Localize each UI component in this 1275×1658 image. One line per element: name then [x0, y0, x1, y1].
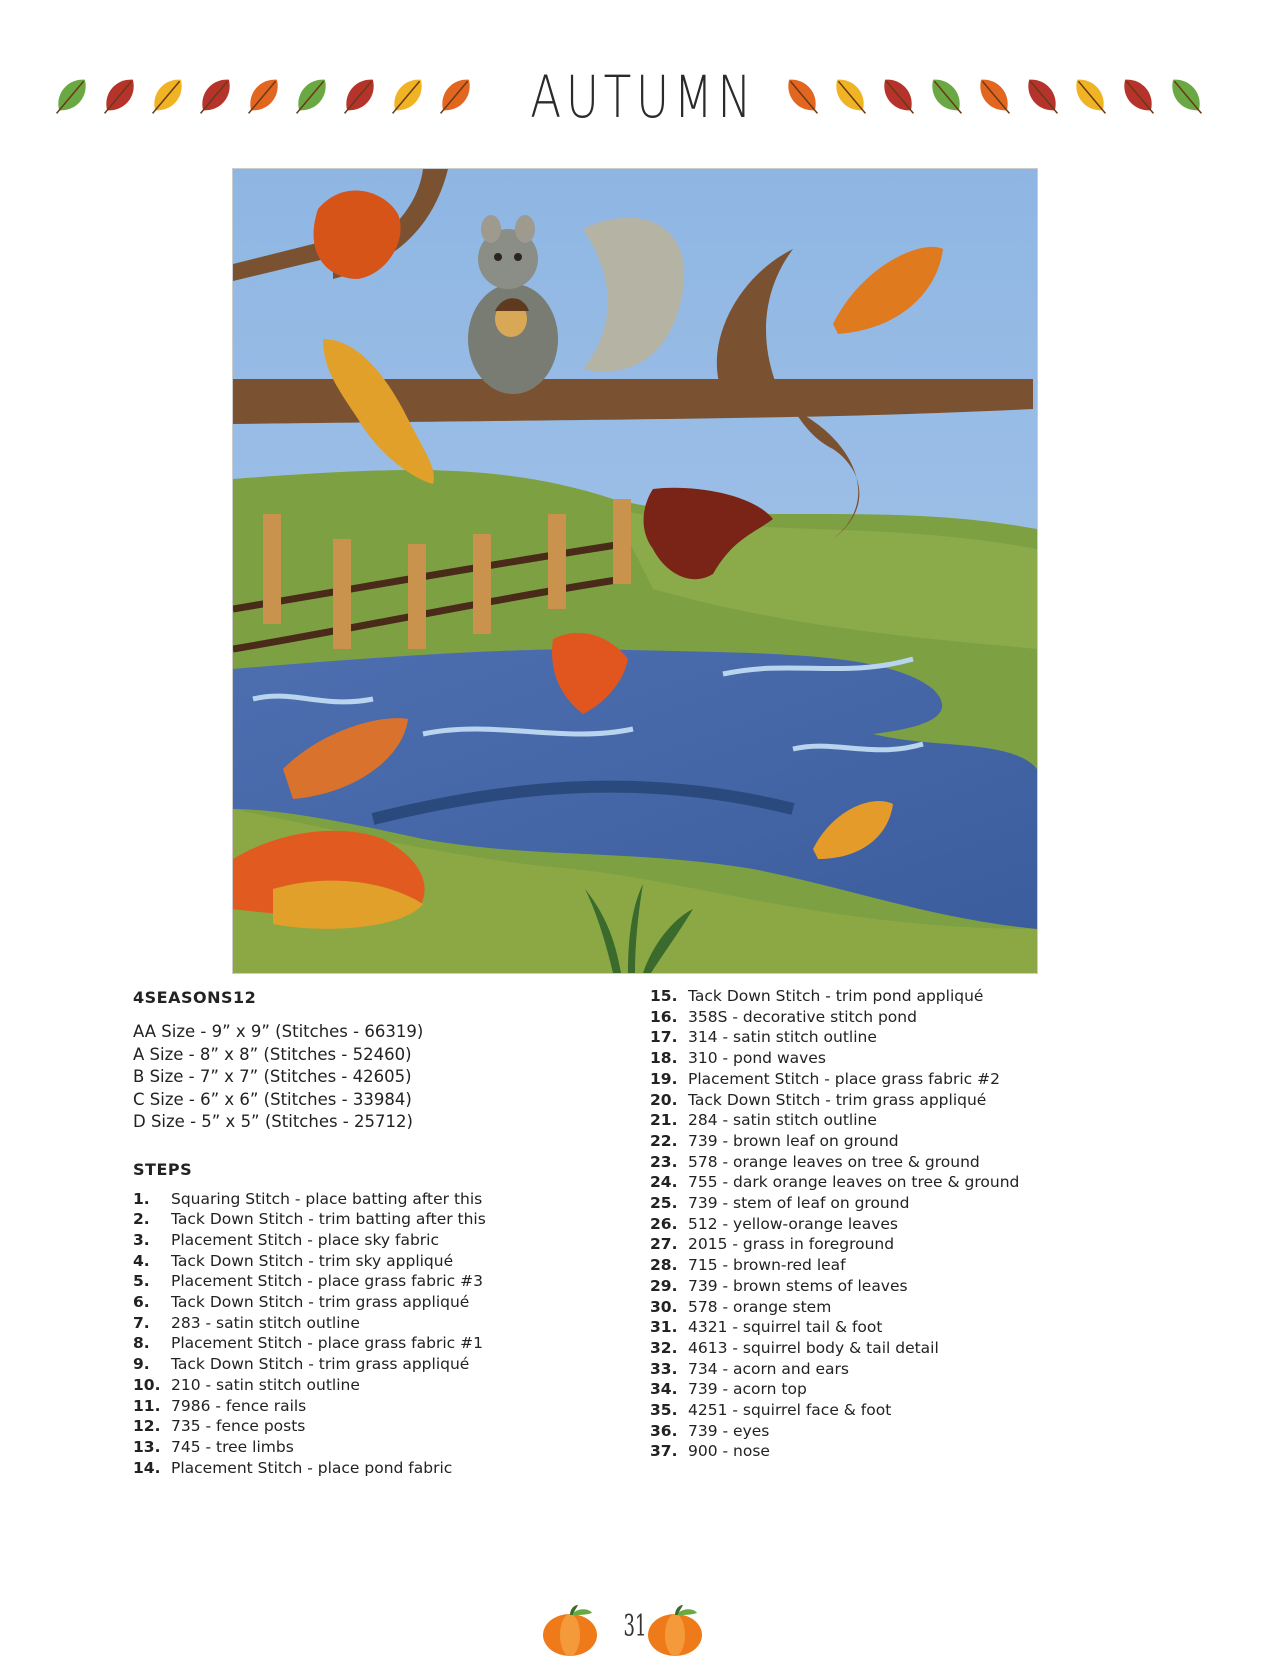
pumpkin-icon: [540, 1603, 600, 1658]
steps-heading: STEPS: [133, 1159, 193, 1179]
step-text: 310 - pond waves: [688, 1049, 826, 1068]
page-title: AUTUMN: [530, 63, 757, 131]
step-item: [133, 1292, 613, 1313]
step-item: [650, 1234, 1150, 1255]
step-text: 734 - acorn and ears: [688, 1359, 849, 1378]
pumpkin-icon: [645, 1603, 705, 1658]
step-item: [133, 1313, 613, 1334]
step-item: [650, 1152, 1150, 1173]
step-item: [650, 1027, 1150, 1048]
leaf-icon: [877, 73, 921, 120]
leaf-icon: [1021, 73, 1065, 120]
step-text: 739 - brown stems of leaves: [688, 1276, 908, 1295]
step-item: [133, 1333, 613, 1354]
step-text: 900 - nose: [688, 1442, 770, 1461]
leaf-icon: [50, 73, 93, 120]
step-text: Tack Down Stitch - trim pond appliqué: [688, 987, 984, 1005]
leaf-icon: [289, 73, 333, 120]
step-text: 739 - stem of leaf on ground: [688, 1194, 910, 1213]
step-number: 37.: [650, 1442, 678, 1461]
step-number: 19.: [650, 1069, 678, 1088]
step-text: 512 - yellow-orange leaves: [688, 1214, 898, 1233]
size-line: AA Size - 9” x 9” (Stitches - 66319): [133, 1022, 424, 1041]
step-text: Placement Stitch - place sky fabric: [171, 1230, 439, 1249]
step-item: [650, 1048, 1150, 1069]
step-text: 4251 - squirrel face & foot: [688, 1401, 892, 1420]
leaf-icon: [433, 73, 477, 120]
step-text: Placement Stitch - place grass fabric #1: [171, 1334, 483, 1353]
leaf-icon: [829, 73, 873, 120]
step-number: 18.: [650, 1049, 678, 1068]
step-number: 33.: [650, 1359, 678, 1378]
step-text: Tack Down Stitch - trim sky appliqué: [171, 1251, 454, 1270]
step-item: [650, 1193, 1150, 1214]
step-text: 4613 - squirrel body & tail detail: [688, 1338, 939, 1357]
steps-column-right: [650, 986, 1150, 1462]
steps-list-left: [133, 1189, 613, 1479]
step-number: 24.: [650, 1173, 678, 1192]
step-text: 739 - acorn top: [688, 1380, 807, 1399]
step-item: [650, 1276, 1150, 1297]
step-item: [650, 1007, 1150, 1028]
step-item: [133, 1437, 613, 1458]
step-number: 25.: [650, 1194, 678, 1213]
step-item: [650, 1090, 1150, 1111]
step-number: 10.: [133, 1375, 161, 1394]
step-text: Tack Down Stitch - trim batting after this: [171, 1210, 486, 1229]
step-number: 9.: [133, 1355, 150, 1374]
design-code: 4SEASONS12: [133, 988, 257, 1007]
page-footer: [0, 1595, 1275, 1655]
step-text: 745 - tree limbs: [171, 1437, 294, 1456]
step-item: [133, 1271, 613, 1292]
step-number: 34.: [650, 1380, 678, 1399]
step-number: 14.: [133, 1458, 161, 1477]
step-text: Placement Stitch - place grass fabric #2: [688, 1069, 1000, 1088]
step-text: 715 - brown-red leaf: [688, 1256, 846, 1275]
step-number: 22.: [650, 1131, 678, 1150]
leaf-icon: [925, 73, 969, 120]
step-text: 755 - dark orange leaves on tree & ground: [688, 1173, 1020, 1192]
page-number: 31: [623, 1609, 647, 1644]
step-text: Placement Stitch - place pond fabric: [171, 1458, 453, 1477]
leaf-icon: [1117, 73, 1161, 120]
size-line: B Size - 7” x 7” (Stitches - 42605): [133, 1067, 412, 1086]
step-text: 4321 - squirrel tail & foot: [688, 1318, 883, 1337]
step-number: 23.: [650, 1152, 678, 1171]
step-number: 30.: [650, 1297, 678, 1316]
step-number: 28.: [650, 1256, 678, 1275]
leaf-icon: [1165, 73, 1209, 120]
autumn-leaves-left-icon: [50, 55, 480, 135]
step-number: 13.: [133, 1437, 161, 1456]
step-number: 17.: [650, 1028, 678, 1047]
step-item: [650, 1317, 1150, 1338]
embroidered-autumn-scene-image: [232, 168, 1038, 974]
step-number: 15.: [650, 987, 678, 1005]
autumn-leaves-right-icon: [780, 55, 1210, 135]
leaf-icon: [1069, 73, 1113, 120]
step-item: [650, 1110, 1150, 1131]
step-text: Placement Stitch - place grass fabric #3: [171, 1272, 483, 1291]
step-text: 283 - satin stitch outline: [171, 1313, 360, 1332]
step-item: [650, 1172, 1150, 1193]
step-number: 3.: [133, 1230, 150, 1249]
step-item: [133, 1458, 613, 1479]
step-text: 7986 - fence rails: [171, 1396, 307, 1415]
leaf-icon: [193, 73, 237, 120]
step-item: [133, 1230, 613, 1251]
step-number: 26.: [650, 1214, 678, 1233]
design-info-column: [133, 988, 613, 1478]
step-number: 1.: [133, 1189, 150, 1208]
step-number: 32.: [650, 1338, 678, 1357]
step-number: 7.: [133, 1313, 150, 1332]
steps-list-right: [650, 986, 1150, 1462]
step-item: [650, 1338, 1150, 1359]
step-number: 16.: [650, 1007, 678, 1026]
step-item: [133, 1251, 613, 1272]
step-text: Tack Down Stitch - trim grass appliqué: [171, 1355, 470, 1374]
step-item: [650, 1069, 1150, 1090]
step-item: [650, 1131, 1150, 1152]
step-text: 2015 - grass in foreground: [688, 1235, 895, 1254]
step-item: [133, 1189, 613, 1210]
step-number: 6.: [133, 1293, 150, 1312]
step-item: [133, 1209, 613, 1230]
step-text: 284 - satin stitch outline: [688, 1111, 877, 1130]
step-text: Tack Down Stitch - trim grass appliqué: [688, 1090, 987, 1109]
step-text: 739 - eyes: [688, 1421, 770, 1440]
step-item: [650, 1297, 1150, 1318]
step-text: 739 - brown leaf on ground: [688, 1131, 899, 1150]
step-text: Tack Down Stitch - trim grass appliqué: [171, 1293, 470, 1312]
leaf-icon: [973, 73, 1017, 120]
step-number: 21.: [650, 1111, 678, 1130]
step-text: Squaring Stitch - place batting after this: [171, 1189, 483, 1208]
step-item: [650, 1359, 1150, 1380]
step-item: [133, 1354, 613, 1375]
step-item: [133, 1416, 613, 1437]
step-text: 314 - satin stitch outline: [688, 1028, 877, 1047]
step-number: 12.: [133, 1417, 161, 1436]
size-line: C Size - 6” x 6” (Stitches - 33984): [133, 1089, 412, 1109]
leaf-icon: [97, 73, 141, 120]
step-number: 5.: [133, 1272, 150, 1291]
step-text: 735 - fence posts: [171, 1417, 306, 1436]
step-text: 358S - decorative stitch pond: [688, 1007, 917, 1026]
step-number: 8.: [133, 1334, 150, 1353]
step-text: 210 - satin stitch outline: [171, 1375, 360, 1394]
step-text: 578 - orange stem: [688, 1297, 832, 1316]
step-item: [133, 1375, 613, 1396]
leaf-icon: [145, 73, 189, 120]
step-number: 20.: [650, 1090, 678, 1109]
page-header: [0, 55, 1275, 135]
step-item: [650, 1400, 1150, 1421]
step-item: [650, 986, 1150, 1007]
leaf-icon: [241, 73, 285, 120]
step-number: 27.: [650, 1235, 678, 1254]
step-number: 35.: [650, 1401, 678, 1420]
step-number: 11.: [133, 1396, 161, 1415]
leaf-icon: [337, 73, 381, 120]
step-number: 2.: [133, 1210, 150, 1229]
step-item: [650, 1214, 1150, 1235]
step-number: 4.: [133, 1251, 150, 1270]
leaf-icon: [385, 73, 429, 120]
size-list: [133, 1021, 613, 1134]
step-text: 578 - orange leaves on tree & ground: [688, 1152, 980, 1171]
step-item: [133, 1396, 613, 1417]
step-number: 31.: [650, 1318, 678, 1337]
step-number: 36.: [650, 1421, 678, 1440]
step-item: [650, 1441, 1150, 1462]
step-number: 29.: [650, 1276, 678, 1295]
size-line: D Size - 5” x 5” (Stitches - 25712): [133, 1112, 413, 1131]
size-line: A Size - 8” x 8” (Stitches - 52460): [133, 1044, 412, 1064]
step-item: [650, 1255, 1150, 1276]
step-item: [650, 1379, 1150, 1400]
leaf-icon: [781, 73, 825, 120]
step-item: [650, 1421, 1150, 1442]
